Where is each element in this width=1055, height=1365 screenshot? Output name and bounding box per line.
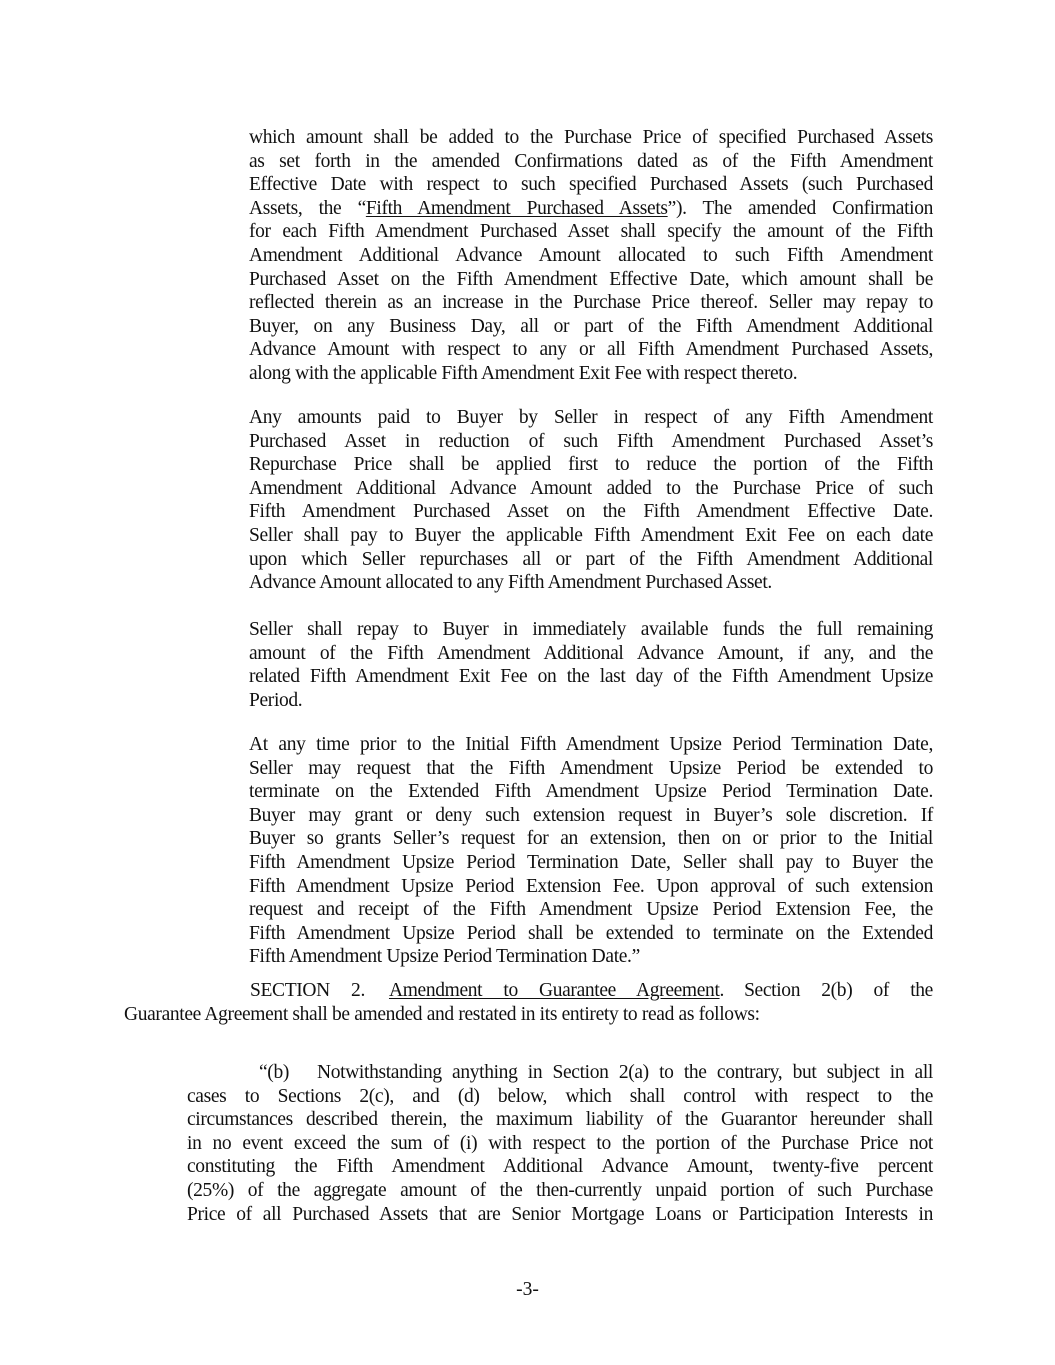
- paragraph-repayment-obligation: [249, 618, 933, 712]
- text-line: terminate on the Extended Fifth Amendment Upsize Period Termination Date.: [249, 781, 933, 803]
- text-line: (25%) of the aggregate amount of the then-currently unpaid portion of such Purchase: [187, 1179, 933, 1201]
- text-line: amount of the Fifth Amendment Additional Advance Amount, if any, and the: [249, 642, 933, 664]
- text-line: Guarantee Agreement shall be amended and restated in its entirety to read as follows:: [124, 1003, 760, 1025]
- text-line: Buyer so grants Seller’s request for an extension, then on or prior to the Initial: [249, 828, 933, 850]
- section-2-heading-paragraph: [124, 979, 933, 1026]
- text-line: Amendment Additional Advance Amount added to the Purchase Price of such: [249, 477, 933, 499]
- paragraph-repurchase-price-application: [249, 406, 933, 595]
- text-line: At any time prior to the Initial Fifth Amendment Upsize Period Termination Date,: [249, 734, 933, 755]
- text-line: Buyer, on any Business Day, all or part of the Fifth Amendment Additional: [249, 315, 933, 337]
- text-line: Seller shall pay to Buyer the applicable Fifth Amendment Exit Fee on each date: [249, 524, 933, 546]
- text-line: Advance Amount with respect to any or all Fifth Amendment Purchased Assets,: [249, 339, 933, 361]
- text-line: Buyer may grant or deny such extension request in Buyer’s sole discretion. If: [249, 804, 933, 826]
- text-line: Seller may request that the Fifth Amendment Upsize Period be extended to: [249, 757, 933, 779]
- paragraph-upsize-period-extension: [249, 733, 933, 969]
- section-heading-period: .: [719, 980, 725, 1001]
- text-line: cases to Sections 2(c), and (d) below, which shall control with respect to the: [187, 1085, 933, 1107]
- text-line: Period.: [249, 689, 303, 711]
- clause-marker: “(b): [259, 1062, 289, 1083]
- text-line: reflected therein as an increase in the Purchase Price thereof. Seller may repay to: [249, 292, 933, 314]
- page-number: -3-: [516, 1279, 539, 1300]
- text-line: in no event exceed the sum of (i) with respect to the portion of the Purchase Price not: [187, 1132, 933, 1154]
- text-line: Purchased Asset in reduction of such Fifth Amendment Purchased Asset’s: [249, 430, 933, 452]
- text-fragment: Notwithstanding anything in Section 2(a) to the contrary, but subject in all: [317, 1062, 933, 1083]
- text-line: related Fifth Amendment Exit Fee on the last day of the Fifth Amendment Upsize: [249, 666, 933, 688]
- text-line: Advance Amount allocated to any Fifth Amendment Purchased Asset.: [249, 572, 772, 594]
- text-line: Amendment Additional Advance Amount allocated to such Fifth Amendment: [249, 244, 933, 266]
- text-line: Purchased Asset on the Fifth Amendment Effective Date, which amount shall be: [249, 268, 933, 290]
- text-line: along with the applicable Fifth Amendment Exit Fee with respect thereto.: [249, 362, 798, 384]
- text-line-defined-term: [249, 197, 933, 221]
- text-line: Fifth Amendment Upsize Period shall be extended to terminate on the Extended: [249, 922, 933, 944]
- text-line: as set forth in the amended Confirmations dated as of the Fifth Amendment: [249, 150, 933, 172]
- text-line: Effective Date with respect to such specified Purchased Assets (such Purchased: [249, 174, 933, 196]
- text-line: for each Fifth Amendment Purchased Asset shall specify the amount of the Fifth: [249, 221, 933, 243]
- text-line: Any amounts paid to Buyer by Seller in respect of any Fifth Amendment: [249, 407, 933, 428]
- text-line: Price of all Purchased Assets that are Senior Mortgage Loans or Participation Interests in: [187, 1203, 933, 1225]
- text-line: which amount shall be added to the Purchase Price of specified Purchased Assets: [249, 127, 933, 148]
- text-fragment: Assets, the “: [249, 197, 366, 219]
- text-line: request and receipt of the Fifth Amendment Upsize Period Extension Fee, the: [249, 899, 933, 921]
- section-heading: Amendment to Guarantee Agreement: [388, 980, 720, 1001]
- text-fragment: Section 2(b) of the: [744, 980, 933, 1001]
- text-line: circumstances described therein, the maximum liability of the Guarantor hereunder shall: [187, 1109, 933, 1131]
- text-line: upon which Seller repurchases all or part of the Fifth Amendment Additional: [249, 548, 933, 570]
- paragraph-clause-b-maximum-liability: [187, 1061, 933, 1226]
- text-fragment: ”). The amended Confirmation: [667, 197, 934, 219]
- text-line: Fifth Amendment Purchased Asset on the Fifth Amendment Effective Date.: [249, 501, 933, 523]
- text-line: Seller shall repay to Buyer in immediately available funds the full remaining: [249, 619, 933, 640]
- section-2-first-line: [124, 979, 933, 1003]
- section-label: SECTION 2.: [250, 980, 365, 1001]
- paragraph-purchase-price-addition: [249, 126, 933, 386]
- defined-term-fifth-amendment-purchased-assets: Fifth Amendment Purchased Assets: [365, 197, 668, 219]
- clause-b-first-line: [187, 1061, 933, 1085]
- text-line: constituting the Fifth Amendment Additional Advance Amount, twenty-five percent: [187, 1156, 933, 1178]
- text-line: Fifth Amendment Upsize Period Extension Fee. Upon approval of such extension: [249, 875, 933, 897]
- text-line: Repurchase Price shall be applied first to reduce the portion of the Fifth: [249, 454, 933, 476]
- text-line: Fifth Amendment Upsize Period Termination Date.”: [249, 946, 640, 968]
- text-line: Fifth Amendment Upsize Period Termination Date, Seller shall pay to Buyer the: [249, 851, 933, 873]
